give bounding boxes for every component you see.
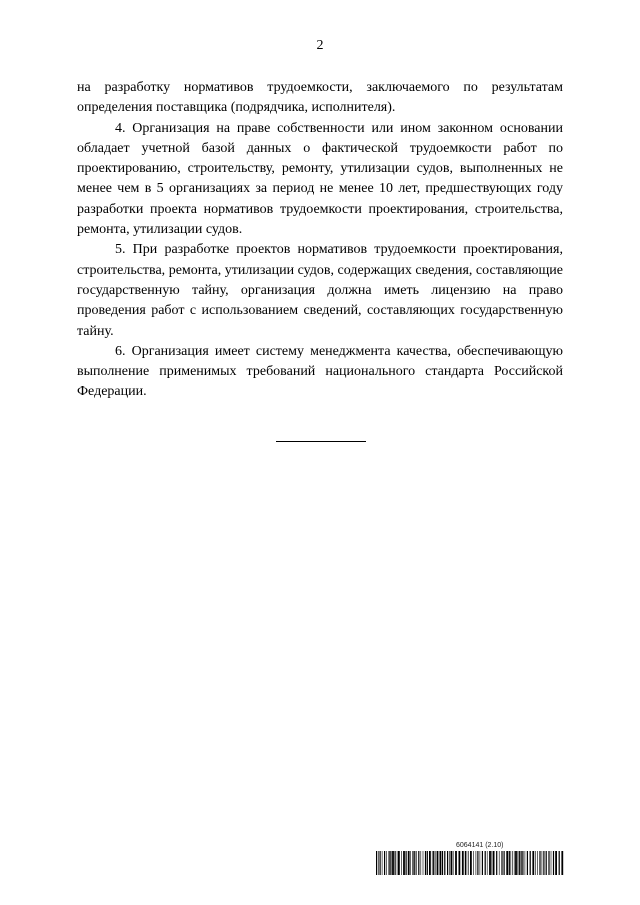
barcode-bar <box>506 851 508 875</box>
barcode-bar <box>423 851 424 875</box>
barcode-bar <box>459 851 461 875</box>
barcode-bar <box>470 851 472 875</box>
barcode-bar <box>416 851 417 875</box>
barcode-bar <box>501 851 502 875</box>
barcode-bar <box>444 851 445 875</box>
page-number: 2 <box>316 38 324 53</box>
barcode-bar <box>414 851 415 875</box>
barcode-bar <box>462 851 464 875</box>
barcode-bar <box>532 851 534 875</box>
barcode-bar <box>525 851 526 875</box>
barcode-bar <box>429 851 431 875</box>
barcode-bar <box>382 851 383 875</box>
barcode-bar <box>401 851 402 875</box>
barcode-bar <box>512 851 513 875</box>
barcode-bar <box>509 851 510 875</box>
barcode-bar <box>421 851 422 875</box>
paragraph-item-5: 5. При разработке проектов нормативов трудоемкости проектирования, строительства, ремонта, утилизации судов, содержащих сведения, составляющие государственную тайну, организация должна иметь лицензию на право проведения работ с использованием сведений, составляющих государственную тайну. <box>77 242 563 339</box>
document-body <box>77 78 563 403</box>
barcode-bar <box>518 851 519 875</box>
barcode-bar <box>473 851 474 875</box>
barcode-bar <box>378 851 379 875</box>
barcode-bar <box>519 851 520 875</box>
barcode-bar <box>515 851 517 875</box>
barcode-bar <box>499 851 500 875</box>
barcode-bar <box>540 851 541 875</box>
barcode-bar <box>390 851 391 875</box>
barcode-bar <box>380 851 381 875</box>
paragraph-continued: на разработку нормативов трудоемкости, заключаемого по результатам определения поставщика (подрядчика, исполнителя). <box>77 80 563 116</box>
barcode-bar <box>527 851 528 875</box>
barcode-bar <box>546 851 547 875</box>
barcode-bar <box>410 851 411 875</box>
barcode-bar <box>386 851 387 875</box>
barcode-image <box>376 851 564 875</box>
barcode-bar <box>537 851 538 875</box>
barcode-bar <box>476 851 477 875</box>
barcode-bar <box>425 851 426 875</box>
barcode-bar <box>449 851 450 875</box>
barcode-bar <box>397 851 398 875</box>
barcode-bar <box>521 851 522 875</box>
barcode-bar <box>502 851 503 875</box>
barcode-bar <box>551 851 552 875</box>
barcode-bar <box>451 851 453 875</box>
barcode-bar <box>389 851 390 875</box>
barcode-bar <box>493 851 495 875</box>
barcode-bar <box>398 851 400 875</box>
barcode-bar <box>539 851 540 875</box>
barcode-bar <box>392 851 394 875</box>
barcode-bar <box>427 851 428 875</box>
barcode-bar <box>376 851 377 875</box>
barcode-bar <box>492 851 493 875</box>
barcode-bar <box>440 851 442 875</box>
barcode-bar <box>530 851 531 875</box>
barcode-bar <box>418 851 419 875</box>
barcode-bar <box>535 851 536 875</box>
barcode-bar <box>561 851 563 875</box>
barcode-bar <box>522 851 523 875</box>
barcode-bar <box>437 851 439 875</box>
barcode-bar <box>489 851 491 875</box>
barcode-bar <box>553 851 554 875</box>
barcode-bar <box>548 851 549 875</box>
barcode-bar <box>465 851 466 875</box>
barcode-bar <box>433 851 434 875</box>
barcode-bar <box>468 851 469 875</box>
barcode-bar <box>435 851 436 875</box>
barcode-bar <box>485 851 486 875</box>
barcode-bar <box>406 851 407 875</box>
barcode-bar <box>447 851 448 875</box>
barcode-bar <box>480 851 481 875</box>
barcode-bar <box>408 851 410 875</box>
paragraph-item-4: 4. Организация на праве собственности или ином законном основании обладает учетной базой данных о фактической трудоемкости работ по проектированию, строительству, ремонту, утилизации судов, выполненных не менее чем в 5 организациях за период не менее 10 лет, предшествующих году разработки проекта нормативов трудоемкости проектирования, строительства, ремонта, утилизации судов. <box>77 120 563 238</box>
barcode-bar <box>542 851 543 875</box>
barcode-bar <box>543 851 544 875</box>
end-separator-line <box>276 441 366 442</box>
barcode-bar <box>555 851 557 875</box>
barcode-bar <box>455 851 457 875</box>
barcode-bar <box>442 851 443 875</box>
barcode-bar <box>453 851 454 875</box>
barcode-bar <box>395 851 396 875</box>
barcode-bar <box>467 851 468 875</box>
barcode-bar <box>514 851 515 875</box>
barcode-bar <box>496 851 497 875</box>
barcode-bar <box>477 851 478 875</box>
barcode-bar <box>482 851 483 875</box>
barcode-bar <box>511 851 512 875</box>
barcode-bar <box>403 851 405 875</box>
barcode-bar <box>384 851 385 875</box>
barcode-bar <box>432 851 433 875</box>
barcode-bar <box>559 851 560 875</box>
paragraph-item-6: 6. Организация имеет систему менеджмента качества, обеспечивающую выполнение применимых требований национального стандарта Российской Федерации. <box>77 343 563 400</box>
barcode-bar <box>487 851 488 875</box>
barcode-bar <box>412 851 413 875</box>
document-code: 6064141 (2.10) <box>456 842 504 849</box>
barcode-bar <box>504 851 505 875</box>
